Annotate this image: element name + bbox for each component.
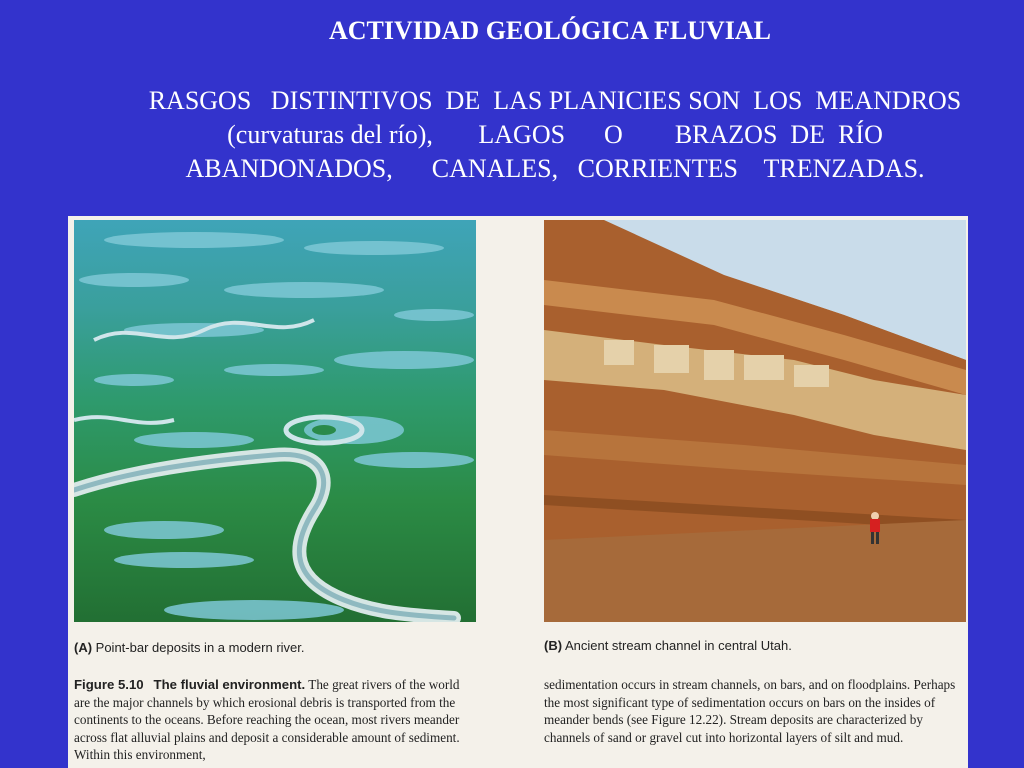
meandering-river-photo	[74, 220, 476, 622]
figure-body-left: The great rivers of the world are the major channels by which erosional debris is transported from the continents to the oceans. Before reaching the ocean, most rivers meander across flat alluvial plains and deposit a considerable amount of sediment. Within this environment,	[74, 677, 460, 762]
textbook-page-scan	[68, 216, 968, 768]
caption-b-text: Ancient stream channel in central Utah.	[562, 638, 792, 653]
caption-a	[74, 640, 304, 655]
subtitle-line-1: RASGOS DISTINTIVOS DE LAS PLANICIES SON LOS MEANDROS	[148, 86, 962, 115]
subtitle-line-2: (curvaturas del río), LAGOS O BRAZOS DE RÍO	[227, 120, 883, 149]
ancient-stream-channel-photo	[544, 220, 966, 622]
figure-label: Figure 5.10	[74, 677, 144, 692]
slide-subtitle	[60, 84, 1024, 186]
caption-b	[544, 638, 792, 653]
figure-heading: The fluvial environment.	[153, 677, 306, 692]
slide-title: ACTIVIDAD GEOLÓGICA FLUVIAL	[328, 16, 772, 45]
subtitle-line-3: ABANDONADOS, CANALES, CORRIENTES TRENZADAS.	[185, 154, 925, 183]
river-illustration	[74, 220, 476, 622]
caption-a-text: Point-bar deposits in a modern river.	[92, 640, 305, 655]
caption-b-letter: (B)	[544, 638, 563, 653]
cliff-illustration	[544, 220, 966, 622]
caption-a-letter: (A)	[74, 640, 93, 655]
figure-text-right: sedimentation occurs in stream channels, on bars, and on floodplains. Perhaps the most significant type of sedimentation occurs on bars on the insides of meander bends (see Figure 12.22). Stream deposits are characterized by channels of sand or gravel cut into horizontal layers of silt and mud.	[544, 677, 956, 745]
figure-text-left	[74, 676, 476, 764]
